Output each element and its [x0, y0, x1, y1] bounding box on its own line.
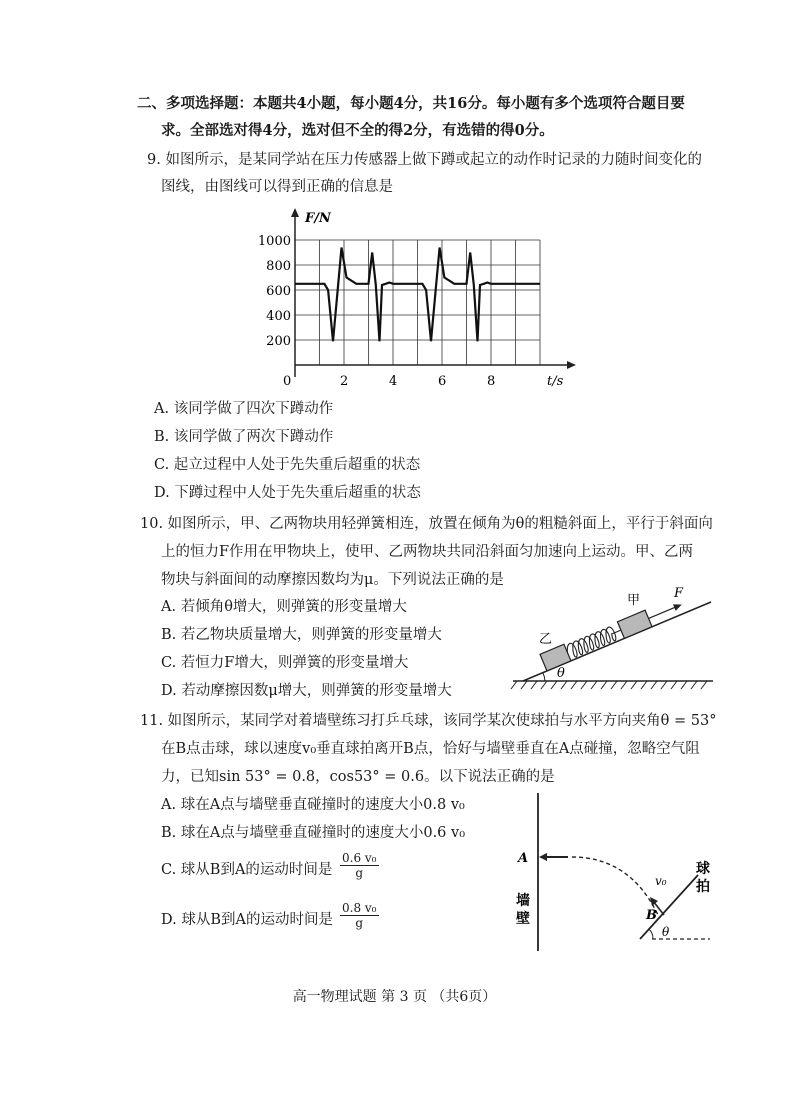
chart-grid: [295, 240, 540, 365]
angle-label: θ: [557, 666, 565, 681]
velocity-arrowhead-a: [539, 853, 547, 861]
q11-option-d-numerator: 0.8 v₀: [342, 901, 377, 915]
racket-angle-label: θ: [662, 925, 670, 939]
q9-option-b: B. 该同学做了两次下蹲动作: [154, 429, 334, 445]
x-tick-label: 4: [389, 374, 398, 389]
x-tick-label: 6: [438, 374, 447, 389]
racket-angle-arc: [649, 929, 653, 939]
block-yi: [540, 644, 571, 671]
q11-wall-figure: [510, 793, 730, 953]
q10-incline-figure: [505, 585, 720, 695]
ground-hatching: [511, 681, 707, 689]
q9-stem-line1: 9. 如图所示，是某同学站在压力传感器上做下蹲或起立的动作时记录的力随时间变化的: [147, 152, 702, 168]
q10-option-d: D. 若动摩擦因数μ增大，则弹簧的形变量增大: [161, 683, 452, 699]
label-jia: 甲: [627, 593, 641, 608]
q11-option-c: C. 球从B到A的运动时间是: [161, 862, 333, 878]
q11-option-d-denominator: g: [355, 916, 364, 930]
x-axis-label: t/s: [547, 374, 564, 389]
q11-option-a: A. 球在A点与墙壁垂直碰撞时的速度大小0.8 v₀: [161, 797, 465, 813]
x-axis-arrow: [567, 361, 576, 369]
label-b: B: [646, 908, 657, 923]
x-tick-label: 0: [283, 374, 292, 389]
q11-stem-line3: 力，已知sin 53° = 0.8，cos53° = 0.6。以下说法正确的是: [161, 769, 555, 785]
q9-option-c: C. 起立过程中人处于先失重后超重的状态: [154, 457, 421, 473]
x-tick-label: 2: [340, 374, 349, 389]
q10-option-b: B. 若乙物块质量增大，则弹簧的形变量增大: [161, 627, 442, 643]
section-title-line2: 求。全部选对得4分，选对但不全的得2分，有选错的得0分。: [161, 122, 554, 139]
q9-option-a: A. 该同学做了四次下蹲动作: [154, 401, 334, 417]
q9-stem-line2: 图线，由图线可以得到正确的信息是: [161, 179, 393, 195]
q10-option-a: A. 若倾角θ增大，则弹簧的形变量增大: [161, 599, 407, 615]
force-arrow: [649, 607, 677, 619]
y-tick-label: 800: [266, 259, 291, 274]
label-wall: 墙壁: [516, 893, 530, 927]
block-jia: [617, 610, 652, 638]
label-v0: v₀: [655, 874, 667, 888]
page-footer: 高一物理试题 第 3 页 （共6页）: [292, 989, 497, 1005]
y-tick-label: 1000: [257, 234, 291, 249]
angle-arc: [543, 673, 545, 681]
q10-stem-line1: 10. 如图所示，甲、乙两物块用轻弹簧相连，放置在倾角为θ的粗糙斜面上，平行于斜面向: [140, 516, 713, 532]
label-a: A: [518, 851, 529, 866]
q11-option-d-fraction: [340, 901, 379, 930]
q11-option-b: B. 球在A点与墙壁垂直碰撞时的速度大小0.6 v₀: [161, 825, 466, 841]
label-force: F: [674, 586, 684, 601]
x-tick-label: 8: [487, 374, 496, 389]
q11-option-d: D. 球从B到A的运动时间是: [161, 912, 333, 928]
y-tick-label: 400: [266, 309, 291, 324]
section-title-line1: 二、多项选择题：本题共4小题，每小题4分，共16分。每小题有多个选项符合题目要: [137, 95, 685, 112]
force-arrowhead: [673, 601, 683, 611]
q11-option-c-denominator: g: [355, 866, 364, 880]
y-axis-arrow: [291, 208, 299, 217]
q9-force-time-chart: [250, 205, 590, 390]
y-axis-label: F/N: [305, 211, 331, 226]
y-tick-label: 600: [266, 284, 291, 299]
q10-option-c: C. 若恒力F增大，则弹簧的形变量增大: [161, 655, 409, 671]
q11-option-c-numerator: 0.6 v₀: [342, 851, 377, 865]
label-racket: 球拍: [696, 861, 710, 895]
y-tick-label: 200: [266, 334, 291, 349]
q11-stem-line2: 在B点击球，球以速度v₀垂直球拍离开B点，恰好与墙壁垂直在A点碰撞，忽略空气阻: [161, 741, 700, 757]
q10-stem-line3: 物块与斜面间的动摩擦因数均为μ。下列说法正确的是: [161, 572, 504, 588]
spring: [565, 623, 624, 659]
q9-option-d: D. 下蹲过程中人处于先失重后超重的状态: [154, 485, 421, 501]
q11-stem-line1: 11. 如图所示，某同学对着墙壁练习打乒乓球，该同学某次使球拍与水平方向夹角θ = 53°: [140, 713, 717, 729]
label-yi: 乙: [539, 632, 553, 647]
q11-option-c-fraction: [340, 851, 379, 880]
q10-stem-line2: 上的恒力F作用在甲物块上，使甲、乙两物块共同沿斜面匀加速向上运动。甲、乙两: [161, 544, 694, 560]
trajectory: [572, 857, 658, 915]
